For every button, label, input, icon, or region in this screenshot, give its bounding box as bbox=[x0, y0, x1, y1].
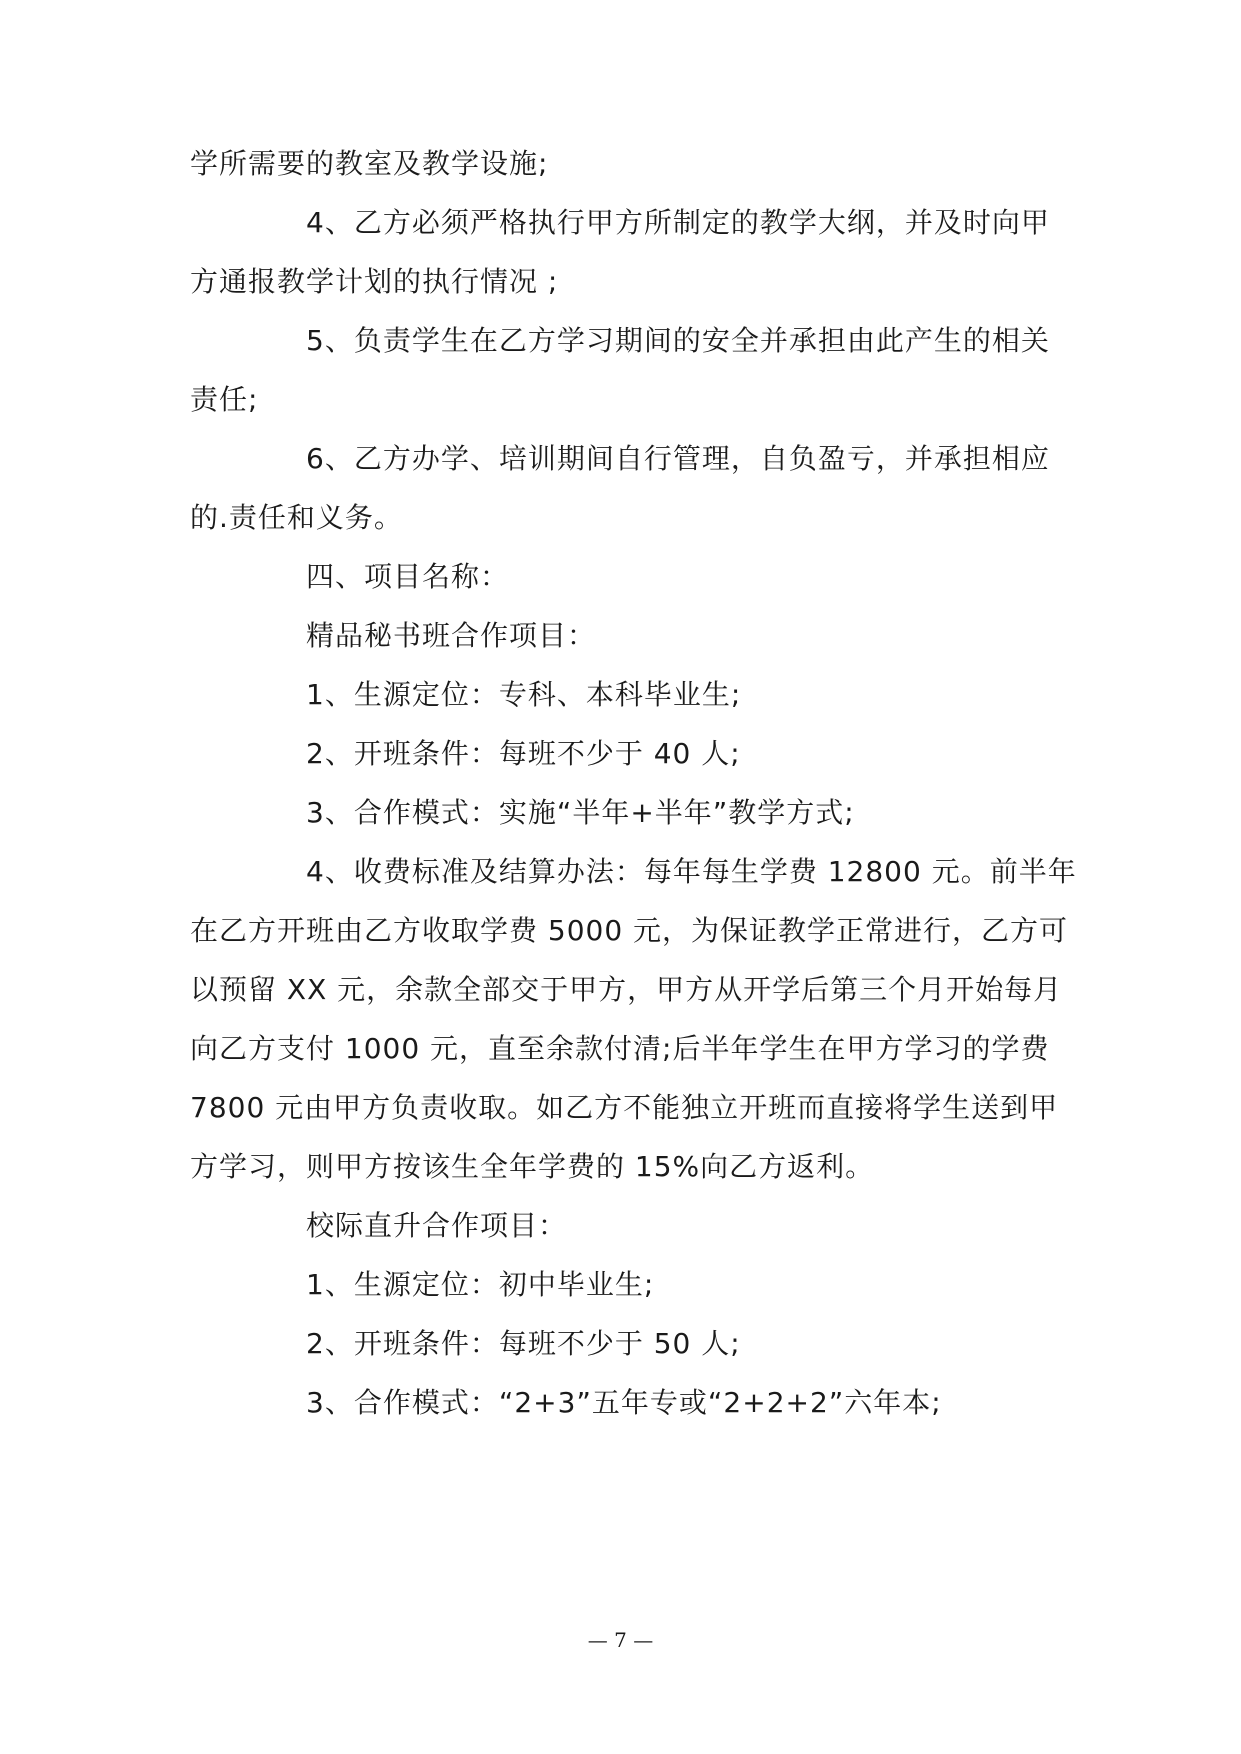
text-line: 的.责任和义务。 bbox=[190, 501, 403, 534]
text-line: 以预留 XX 元，余款全部交于甲方，甲方从开学后第三个月开始每月 bbox=[190, 973, 1063, 1006]
text-line: 方学习，则甲方按该生全年学费的 15%向乙方返利。 bbox=[190, 1150, 875, 1183]
subsection-heading: 校际直升合作项目： bbox=[306, 1209, 568, 1242]
text-line: 2、开班条件：每班不少于 50 人; bbox=[306, 1327, 741, 1360]
text-line: 学所需要的教室及教学设施; bbox=[190, 147, 549, 180]
text-line: 7800 元由甲方负责收取。如乙方不能独立开班而直接将学生送到甲 bbox=[190, 1091, 1059, 1124]
section-heading: 四、项目名称： bbox=[306, 560, 510, 593]
page-number: — 7 — bbox=[587, 1628, 654, 1652]
text-line: 责任; bbox=[190, 383, 259, 416]
text-line: 2、开班条件：每班不少于 40 人; bbox=[306, 737, 741, 770]
text-line: 1、生源定位：专科、本科毕业生; bbox=[306, 678, 742, 711]
text-line: 在乙方开班由乙方收取学费 5000 元，为保证教学正常进行，乙方可 bbox=[190, 914, 1069, 947]
text-line: 4、收费标准及结算办法：每年每生学费 12800 元。前半年 bbox=[306, 855, 1077, 888]
text-line: 4、乙方必须严格执行甲方所制定的教学大纲，并及时向甲 bbox=[306, 206, 1050, 239]
text-line: 5、负责学生在乙方学习期间的安全并承担由此产生的相关 bbox=[306, 324, 1050, 357]
subsection-heading: 精品秘书班合作项目： bbox=[306, 619, 597, 652]
text-line: 方通报教学计划的执行情况 ; bbox=[190, 265, 559, 298]
text-line: 1、生源定位：初中毕业生; bbox=[306, 1268, 655, 1301]
text-line: 3、合作模式：“2+3”五年专或“2+2+2”六年本; bbox=[306, 1386, 942, 1419]
text-line: 3、合作模式：实施“半年+半年”教学方式; bbox=[306, 796, 855, 829]
text-line: 向乙方支付 1000 元，直至余款付清;后半年学生在甲方学习的学费 bbox=[190, 1032, 1050, 1065]
text-line: 6、乙方办学、培训期间自行管理，自负盈亏，并承担相应 bbox=[306, 442, 1050, 475]
